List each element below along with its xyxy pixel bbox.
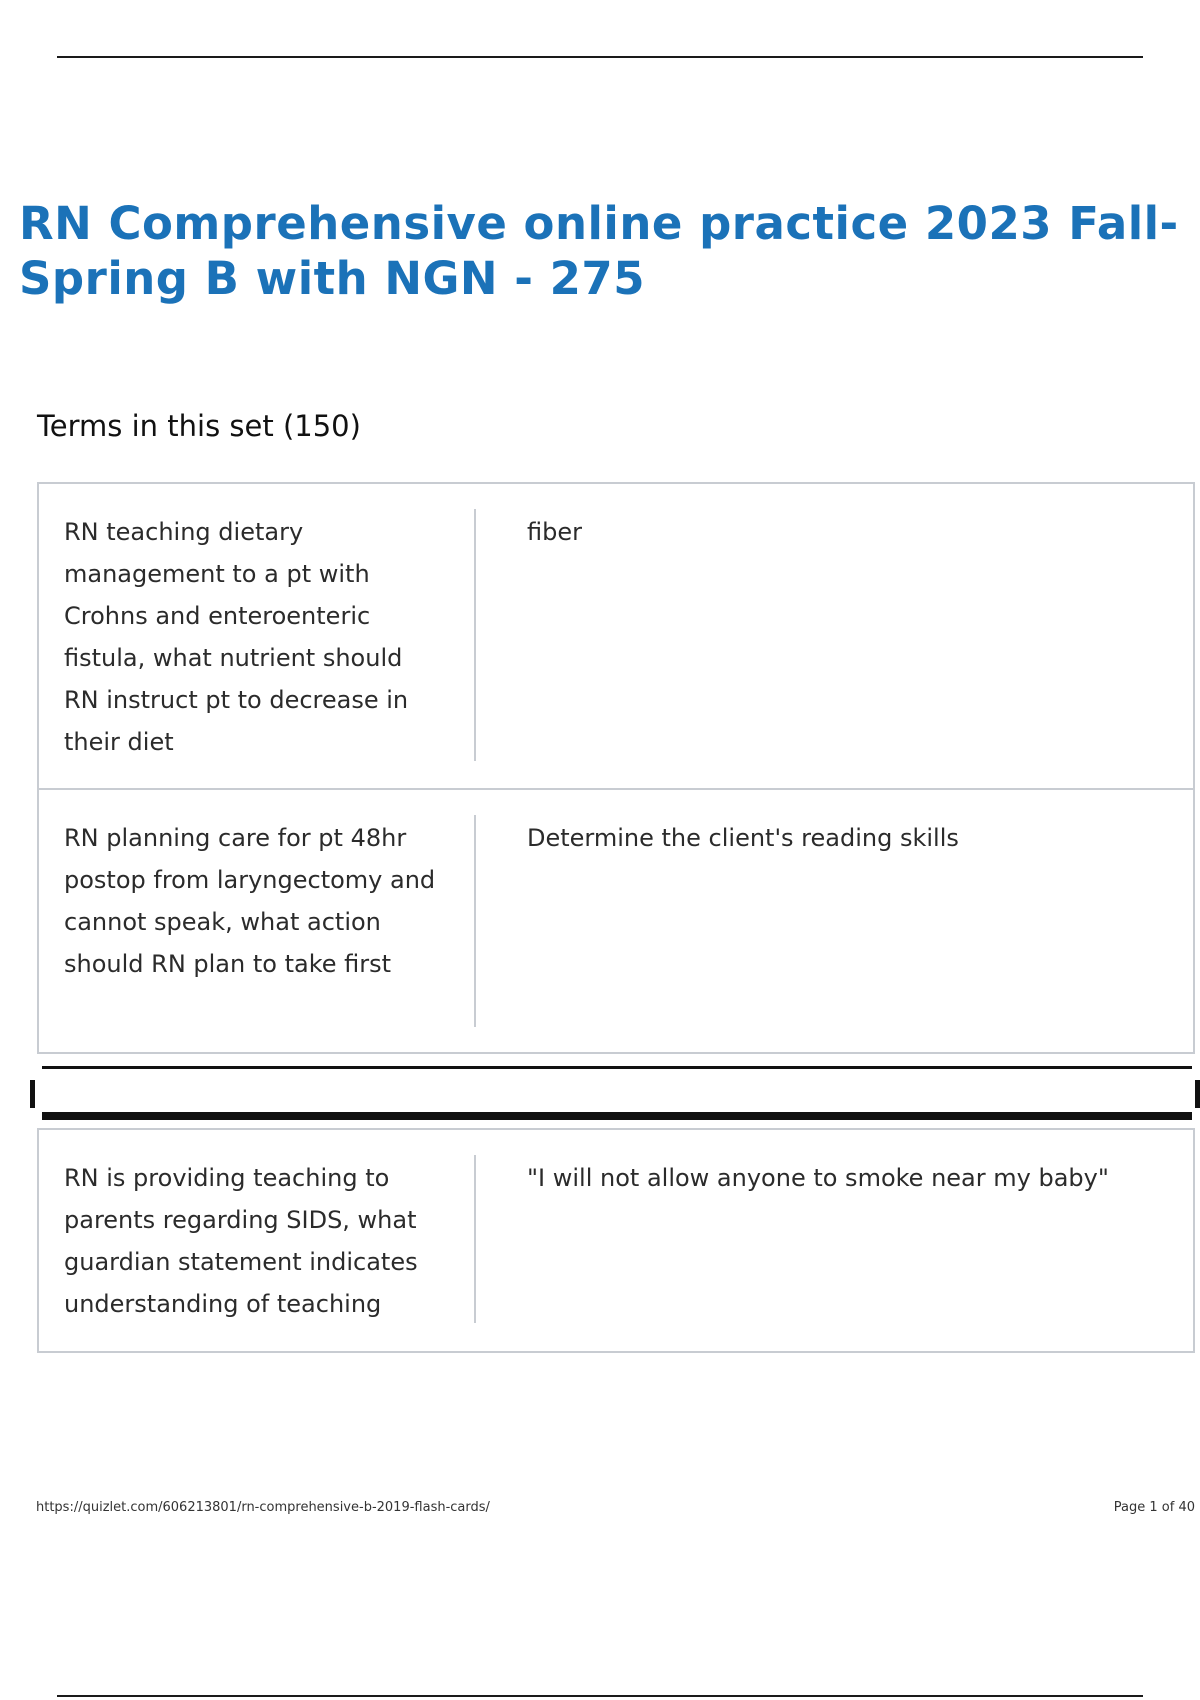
flashcard-term: RN teaching dietary management to a pt with Crohns and enteroenteric fistula, what nutrient should RN instruct pt to decrease in their diet bbox=[64, 518, 409, 756]
document-title: RN Comprehensive online practice 2023 Fall-Spring B with NGN - 275 bbox=[19, 197, 1179, 305]
flashcard bbox=[37, 788, 1195, 1054]
page-break-marker bbox=[30, 1066, 1200, 1122]
flashcard-definition: Determine the client's reading skills bbox=[527, 824, 959, 852]
page-break-left-mark bbox=[30, 1080, 35, 1108]
page-break-thin-line bbox=[42, 1066, 1192, 1069]
bottom-rule bbox=[57, 1695, 1143, 1697]
footer-source-url: https://quizlet.com/606213801/rn-comprehensive-b-2019-flash-cards/ bbox=[36, 1500, 490, 1515]
terms-count-heading: Terms in this set (150) bbox=[37, 409, 361, 443]
flashcard-definition: fiber bbox=[527, 518, 582, 546]
page-break-right-mark bbox=[1195, 1080, 1200, 1108]
page-break-thick-line bbox=[42, 1112, 1192, 1120]
flashcard bbox=[37, 482, 1195, 790]
flashcard-divider bbox=[474, 815, 476, 1027]
flashcard-divider bbox=[474, 509, 476, 761]
flashcard-term: RN is providing teaching to parents regarding SIDS, what guardian statement indicates understanding of teaching bbox=[64, 1164, 418, 1318]
flashcard-term: RN planning care for pt 48hr postop from laryngectomy and cannot speak, what action should RN plan to take first bbox=[64, 824, 436, 978]
flashcard-definition: "I will not allow anyone to smoke near my baby" bbox=[527, 1164, 1109, 1192]
flashcard-divider bbox=[474, 1155, 476, 1323]
top-rule bbox=[57, 56, 1143, 58]
footer-page-number: Page 1 of 40 bbox=[1113, 1500, 1195, 1515]
flashcard bbox=[37, 1128, 1195, 1353]
